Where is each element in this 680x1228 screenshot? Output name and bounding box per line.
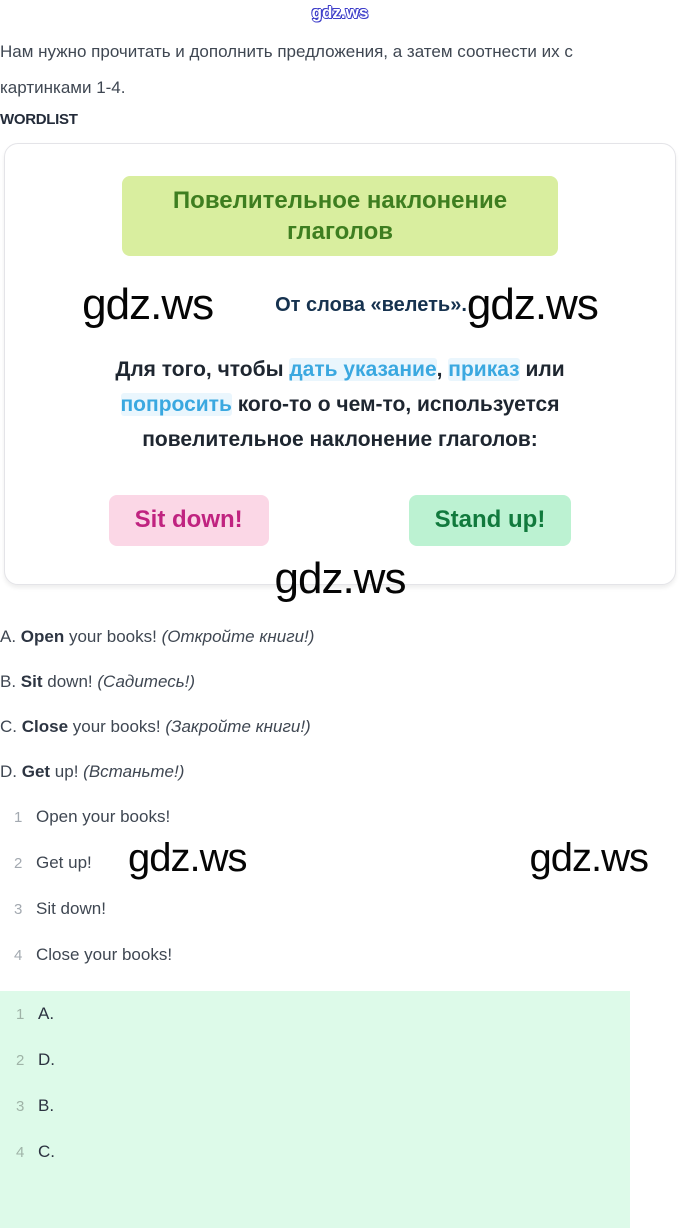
item-number: 2 (14, 854, 23, 872)
answer-number: 3 (16, 1097, 25, 1115)
answer-letter: C. (38, 1141, 55, 1161)
answer-number: 1 (16, 1005, 25, 1023)
item-text: Open your books! (36, 806, 171, 826)
answer-letter: A. (38, 1003, 55, 1023)
phrase-item-c (0, 717, 680, 737)
answer-item-3 (0, 1096, 630, 1117)
phrase-verb: Get (21, 761, 51, 781)
watermark-mid-right: gdz.ws (529, 835, 648, 880)
phrase-item-b (0, 672, 680, 692)
watermark-right: gdz.ws (466, 280, 598, 329)
phrase-item-d (0, 762, 680, 782)
etymology-text: От слова «велеть». (275, 293, 467, 316)
item-text: Close your books! (36, 944, 173, 964)
wordlist-heading: WORDLIST (0, 111, 78, 128)
example-sit-down: Sit down! (109, 495, 269, 546)
watermark-top: gdz.ws (311, 3, 369, 22)
phrase-translation: (Закройте книги!) (165, 716, 311, 736)
phrase-rest: your books! (68, 716, 166, 736)
examples-row (25, 495, 655, 546)
instruction-highlight-3: попросить (120, 393, 232, 416)
phrase-translation: (Откройте книги!) (161, 626, 315, 646)
instruction-highlight-1: дать указание (289, 358, 437, 381)
rule-title: Повелительное наклонение глаголов (122, 176, 558, 256)
numbered-item-1 (0, 807, 680, 828)
watermark-left: gdz.ws (82, 280, 214, 329)
phrase-verb: Sit (20, 671, 43, 691)
rule-card (4, 143, 676, 585)
item-number: 4 (14, 946, 23, 964)
phrase-item-a (0, 627, 680, 647)
numbered-item-2 (0, 835, 680, 880)
phrase-list (0, 627, 680, 782)
phrase-letter: D. (0, 761, 22, 781)
phrase-verb: Open (20, 626, 65, 646)
watermark-mid-left: gdz.ws (128, 835, 247, 880)
rule-instruction (80, 352, 600, 457)
phrase-translation: (Садитесь!) (97, 671, 196, 691)
example-stand-up: Stand up! (409, 495, 572, 546)
instruction-highlight-2: приказ (448, 358, 520, 381)
item-number: 3 (14, 900, 23, 918)
phrase-rest: down! (42, 671, 98, 691)
answer-key-box (0, 991, 630, 1228)
answer-letter: B. (38, 1095, 55, 1115)
numbered-list (0, 807, 680, 966)
item-text: Get up! (36, 852, 92, 872)
phrase-letter: C. (0, 716, 22, 736)
phrase-letter: A. (0, 626, 21, 646)
phrase-rest: up! (50, 761, 84, 781)
etymology-row (25, 280, 655, 330)
answer-item-2 (0, 1050, 630, 1071)
instruction-part2: , (436, 358, 449, 381)
numbered-item-3 (0, 899, 680, 920)
instruction-part4: кого-то о чем-то, используется повелительное наклонение глаголов: (142, 393, 560, 451)
answer-number: 4 (16, 1143, 25, 1161)
phrase-rest: your books! (64, 626, 162, 646)
item-text: Sit down! (36, 898, 106, 918)
answer-letter: D. (38, 1049, 55, 1069)
watermark-center: gdz.ws (274, 553, 406, 603)
task-text: Нам нужно прочитать и дополнить предложения, а затем соотнести их с картинками 1-4. (0, 42, 573, 97)
answer-item-4 (0, 1142, 630, 1163)
numbered-item-4 (0, 945, 680, 966)
item-number: 1 (14, 808, 23, 826)
answer-number: 2 (16, 1051, 25, 1069)
phrase-letter: B. (0, 671, 21, 691)
instruction-part3: или (519, 358, 565, 381)
answer-item-1 (0, 1004, 630, 1025)
instruction-part1: Для того, чтобы (115, 358, 290, 381)
phrase-translation: (Встаньте!) (83, 761, 185, 781)
phrase-verb: Close (21, 716, 69, 736)
